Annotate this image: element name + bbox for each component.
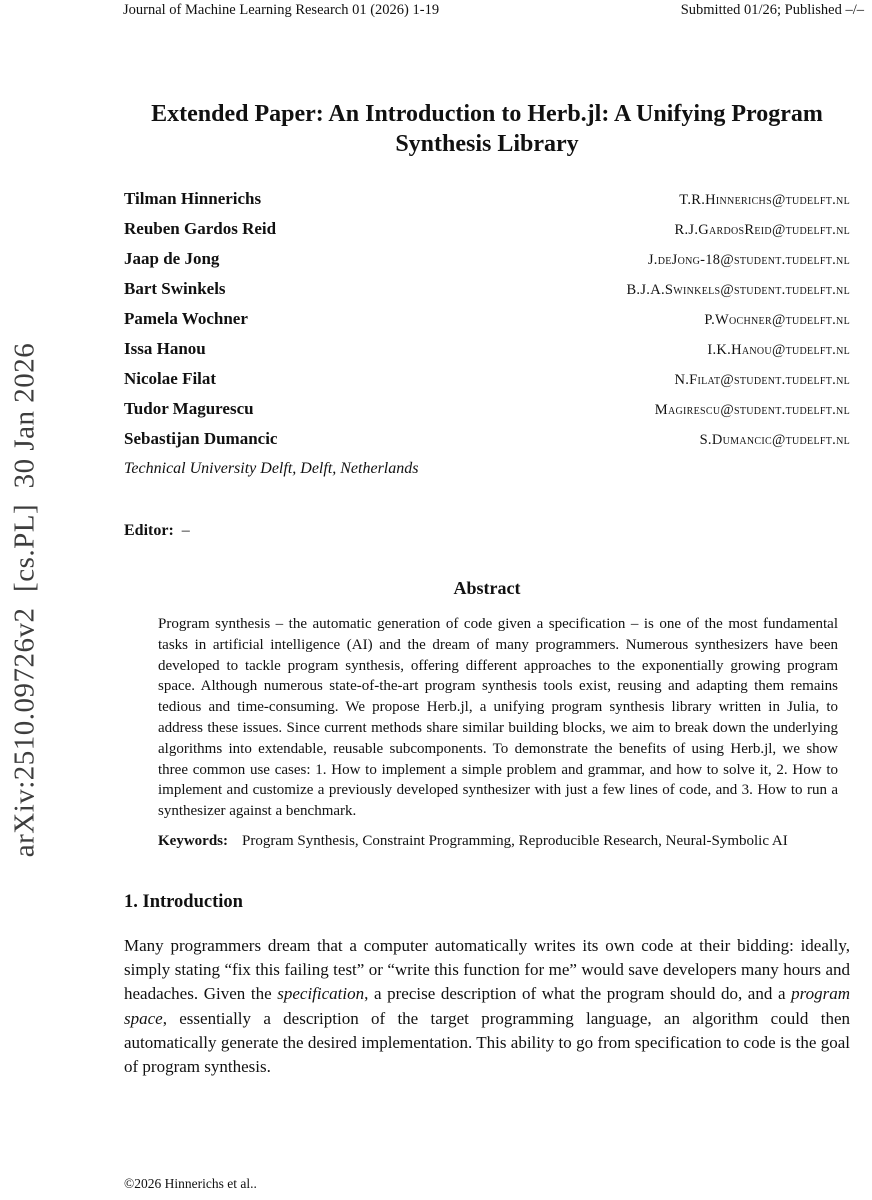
paper-content	[124, 0, 850, 1080]
author-name: Tudor Magurescu	[124, 399, 254, 418]
author-block	[124, 189, 850, 459]
author-email: N.Filat@student.tudelft.nl	[674, 372, 850, 388]
copyright-notice: ©2026 Hinnerichs et al..	[124, 1176, 257, 1191]
author-email: S.Dumancic@tudelft.nl	[699, 432, 850, 448]
author-name: Jaap de Jong	[124, 249, 220, 268]
affiliation: Technical University Delft, Delft, Netherlands	[124, 460, 419, 477]
keywords-text: Program Synthesis, Constraint Programming, Reproducible Research, Neural-Symbolic AI	[242, 832, 788, 849]
editor-line	[124, 522, 850, 540]
section-heading-introduction: 1. Introduction	[124, 891, 243, 912]
introduction-paragraph	[124, 934, 850, 1080]
keywords-label: Keywords:	[158, 832, 228, 849]
author-name: Reuben Gardos Reid	[124, 219, 277, 238]
paragraph-text: , a precise description of what the program should do, and a	[364, 984, 792, 1004]
author-email: T.R.Hinnerichs@tudelft.nl	[679, 192, 850, 208]
editor-value: –	[181, 522, 190, 539]
author-row	[124, 339, 850, 369]
keywords-line	[158, 831, 838, 852]
journal-reference: Journal of Machine Learning Research 01 (2026) 1-19	[123, 2, 440, 18]
abstract-heading: Abstract	[453, 578, 521, 598]
author-name: Bart Swinkels	[124, 279, 226, 298]
author-row	[124, 189, 850, 219]
author-row	[124, 399, 850, 429]
author-row	[124, 429, 850, 459]
author-name: Nicolae Filat	[124, 369, 217, 388]
author-name: Sebastijan Dumancic	[124, 429, 278, 448]
author-row	[124, 249, 850, 279]
author-name: Pamela Wochner	[124, 309, 248, 328]
arxiv-watermark: arXiv:2510.09726v2 [cs.PL] 30 Jan 2026	[8, 342, 41, 858]
author-email: P.Wochner@tudelft.nl	[704, 312, 850, 328]
author-row	[124, 369, 850, 399]
submission-info: Submitted 01/26; Published –/–	[680, 2, 864, 18]
term-program-space: program space	[124, 984, 850, 1028]
author-email: R.J.GardosReid@tudelft.nl	[674, 222, 850, 238]
author-name: Issa Hanou	[124, 339, 206, 358]
paper-title: Extended Paper: An Introduction to Herb.jl: A Unifying Program Synthesis Library	[151, 101, 823, 157]
term-specification: specification	[277, 984, 365, 1004]
author-email: B.J.A.Swinkels@student.tudelft.nl	[626, 282, 850, 298]
author-email: J.deJong-18@student.tudelft.nl	[647, 252, 850, 268]
author-row	[124, 309, 850, 339]
author-name: Tilman Hinnerichs	[124, 189, 262, 208]
editor-label: Editor:	[124, 522, 174, 539]
author-row	[124, 219, 850, 249]
author-email: Magirescu@student.tudelft.nl	[654, 402, 850, 418]
abstract-text: Program synthesis – the automatic generation of code given a specification – is one of the most fundamental tasks in artificial intelligence (AI) and the dream of many programmers. Numerous synthesizers have been developed to tackle program synthesis, offering different approaches to the exponentially growing program space. Although numerous state-of-the-art program synthesis tools exist, reusing and adapting them remains tedious and time-consuming. We propose Herb.jl, a unifying program synthesis library written in Julia, to address these issues. Since current methods share similar building blocks, we aim to break down the underlying algorithms into extendable, reusable subcomponents. To demonstrate the benefits of using Herb.jl, we show three common use cases: 1. How to implement a simple problem and grammar, and how to solve it, 2. How to implement and customize a previously developed synthesizer with just a few lines of code, and 3. How to run a synthesizer against a benchmark.	[158, 616, 838, 820]
author-email: I.K.Hanou@tudelft.nl	[707, 342, 850, 358]
author-row	[124, 279, 850, 309]
paragraph-text: , essentially a description of the target programming language, an algorithm could then automatically generate the desired implementation. This ability to go from specification to code is the goal of program synthesis.	[124, 1008, 850, 1077]
paragraph-text: Many programmers dream that a computer automatically writes its own code at their bidding: ideally, simply stating “fix this failing test” or “write this function for me” would save developers many hours and headaches. Given the	[124, 935, 850, 1004]
